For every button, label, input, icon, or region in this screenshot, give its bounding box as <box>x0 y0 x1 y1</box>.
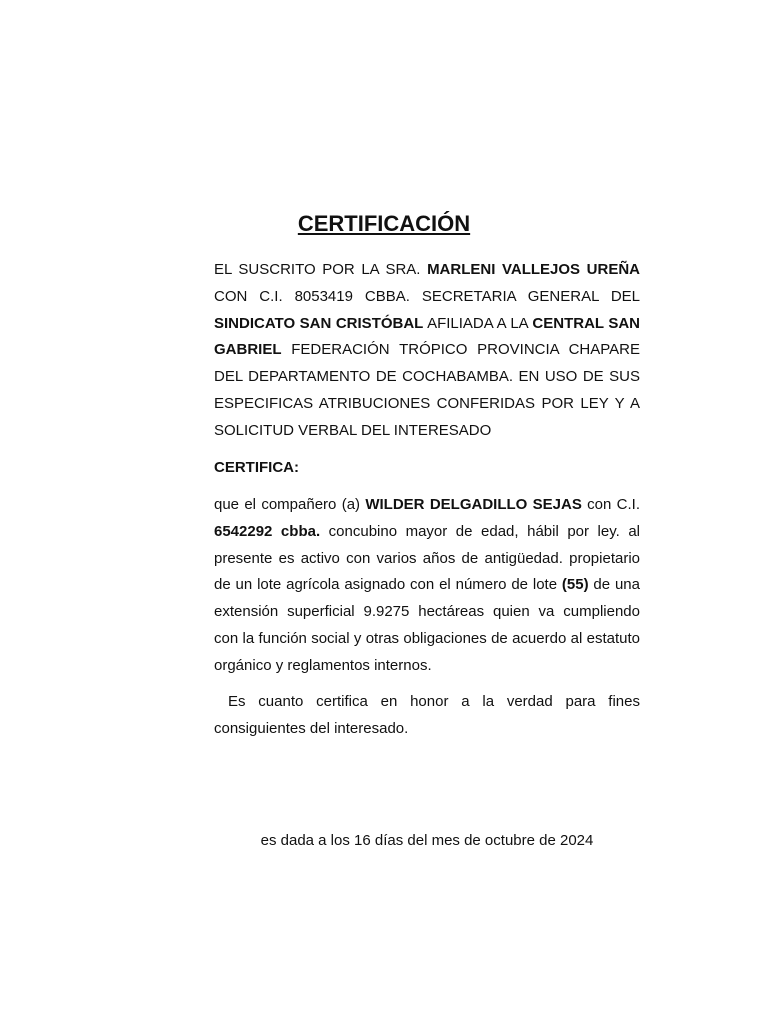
certifica-heading: CERTIFICA: <box>214 459 299 476</box>
paragraph-certified <box>214 492 640 680</box>
lot-number: (55) <box>561 576 589 594</box>
union-name: SINDICATO SAN CRISTÓBAL <box>214 314 424 332</box>
beneficiary-name: WILDER DELGADILLO SEJAS <box>365 496 582 513</box>
intro-text-2: CON C.I. 8053419 CBBA. SECRETARIA GENERAL DEL <box>214 287 640 305</box>
intro-text-1: EL SUSCRITO POR LA SRA. <box>214 261 428 278</box>
certified-text-4: de una extensión superficial 9.9275 hectáreas quien va cumpliendo con la función social y otras obligaciones de acuerdo al estatuto orgánico y reglamentos internos. <box>214 576 640 674</box>
certified-text-3: concubino mayor de edad, hábil por ley. al presente es activo con varios años de antigüedad. propietario de un lote agrícola asignado con el número de lote <box>214 522 640 594</box>
paragraph-intro <box>214 257 640 445</box>
issue-date-line: es dada a los 16 días del mes de octubre de 2024 <box>260 832 594 849</box>
certified-text-2: con C.I. <box>581 496 640 513</box>
beneficiary-ci: 6542292 cbba. <box>214 522 321 540</box>
intro-text-4: FEDERACIÓN TRÓPICO PROVINCIA CHAPARE DEL DEPARTAMENTO DE COCHABAMBA. EN USO DE SUS ESPECIFICAS ATRIBUCIONES CONFERIDAS POR LEY Y A SOLICITUD VERBAL DEL INTERESADO <box>214 341 640 439</box>
paragraph-closing <box>214 689 640 743</box>
title-text: CERTIFICACIÓN <box>297 211 471 236</box>
closing-text: Es cuanto certifica en honor a la verdad para fines consiguientes del interesado. <box>214 693 640 737</box>
intro-text-3: AFILIADA A LA <box>423 314 533 332</box>
secretary-name: MARLENI VALLEJOS UREÑA <box>427 261 640 278</box>
document-title <box>0 210 768 238</box>
central-name: CENTRAL SAN GABRIEL <box>214 314 640 359</box>
certified-text-1: que el compañero (a) <box>214 496 366 513</box>
